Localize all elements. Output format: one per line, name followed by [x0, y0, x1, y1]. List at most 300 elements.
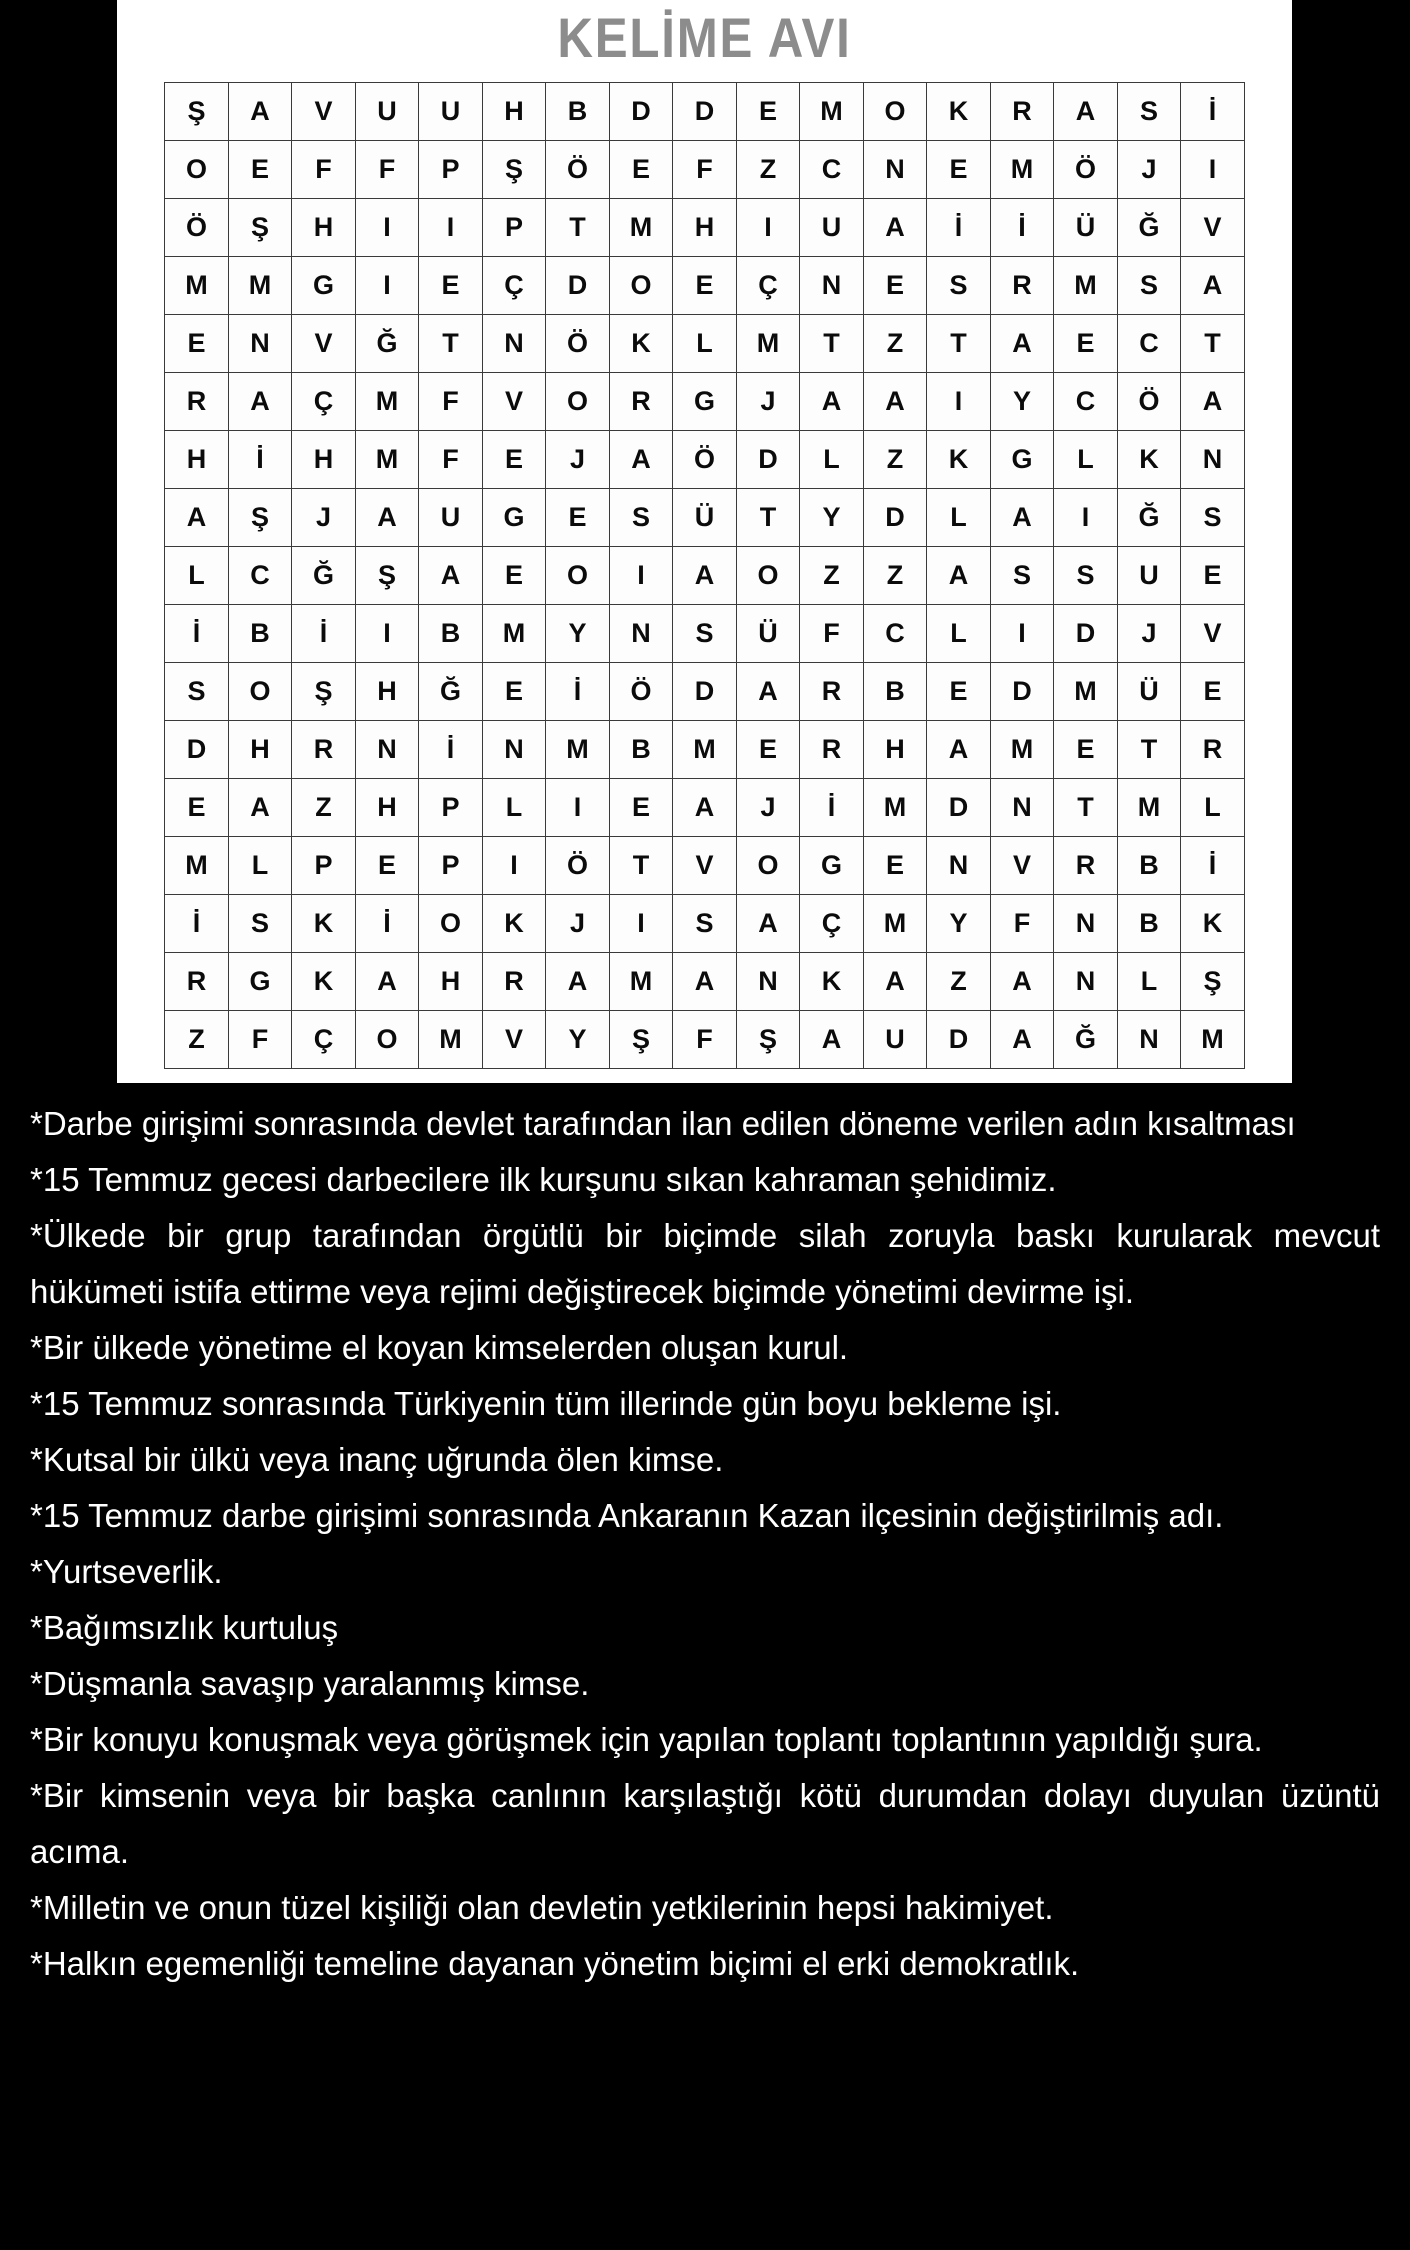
- letter-cell[interactable]: E: [673, 257, 737, 315]
- letter-cell[interactable]: L: [800, 431, 864, 489]
- letter-cell[interactable]: F: [355, 141, 419, 199]
- letter-cell[interactable]: E: [228, 141, 292, 199]
- letter-cell[interactable]: V: [1181, 605, 1245, 663]
- letter-cell[interactable]: A: [990, 1011, 1054, 1069]
- letter-cell[interactable]: N: [863, 141, 927, 199]
- letter-cell[interactable]: N: [1117, 1011, 1181, 1069]
- letter-cell[interactable]: J: [292, 489, 356, 547]
- letter-cell[interactable]: Z: [927, 953, 991, 1011]
- letter-grid-row: [165, 257, 1245, 315]
- letter-cell[interactable]: D: [1054, 605, 1118, 663]
- letter-cell[interactable]: K: [482, 895, 546, 953]
- letter-cell[interactable]: O: [419, 895, 483, 953]
- letter-cell[interactable]: Z: [800, 547, 864, 605]
- letter-cell[interactable]: F: [673, 1011, 737, 1069]
- letter-cell[interactable]: S: [1117, 83, 1181, 141]
- letter-cell[interactable]: R: [1054, 837, 1118, 895]
- letter-cell[interactable]: D: [673, 663, 737, 721]
- letter-cell[interactable]: M: [482, 605, 546, 663]
- letter-cell[interactable]: R: [800, 721, 864, 779]
- letter-cell[interactable]: M: [990, 721, 1054, 779]
- letter-cell[interactable]: Ğ: [419, 663, 483, 721]
- letter-cell[interactable]: M: [355, 373, 419, 431]
- letter-cell[interactable]: I: [609, 895, 673, 953]
- letter-cell[interactable]: E: [355, 837, 419, 895]
- letter-cell[interactable]: K: [609, 315, 673, 373]
- letter-cell[interactable]: İ: [546, 663, 610, 721]
- letter-cell[interactable]: A: [927, 547, 991, 605]
- letter-cell[interactable]: L: [1054, 431, 1118, 489]
- letter-cell[interactable]: Ç: [736, 257, 800, 315]
- letter-cell[interactable]: A: [546, 953, 610, 1011]
- letter-cell[interactable]: L: [482, 779, 546, 837]
- letter-cell[interactable]: E: [927, 141, 991, 199]
- letter-cell[interactable]: O: [736, 837, 800, 895]
- letter-cell[interactable]: M: [228, 257, 292, 315]
- letter-cell[interactable]: Z: [165, 1011, 229, 1069]
- letter-cell[interactable]: A: [800, 373, 864, 431]
- letter-cell[interactable]: Y: [927, 895, 991, 953]
- letter-cell[interactable]: I: [1054, 489, 1118, 547]
- letter-cell[interactable]: I: [355, 605, 419, 663]
- letter-cell[interactable]: V: [1181, 199, 1245, 257]
- letter-cell[interactable]: Ş: [292, 663, 356, 721]
- letter-cell[interactable]: K: [292, 953, 356, 1011]
- letter-cell[interactable]: L: [927, 489, 991, 547]
- letter-cell[interactable]: E: [1181, 547, 1245, 605]
- letter-cell[interactable]: O: [863, 83, 927, 141]
- letter-cell[interactable]: I: [736, 199, 800, 257]
- letter-grid-body: [165, 83, 1245, 1069]
- letter-cell[interactable]: H: [228, 721, 292, 779]
- letter-cell[interactable]: Y: [546, 1011, 610, 1069]
- letter-cell[interactable]: K: [927, 431, 991, 489]
- letter-cell[interactable]: C: [1054, 373, 1118, 431]
- letter-cell[interactable]: Ö: [165, 199, 229, 257]
- letter-cell[interactable]: G: [482, 489, 546, 547]
- letter-cell[interactable]: Ç: [292, 1011, 356, 1069]
- letter-cell[interactable]: D: [673, 83, 737, 141]
- letter-cell[interactable]: J: [736, 373, 800, 431]
- clue-item: *Bir kimsenin veya bir başka canlının karşılaştığı kötü durumdan dolayı duyulan üzüntü acıma.: [30, 1777, 1380, 1870]
- letter-cell[interactable]: T: [546, 199, 610, 257]
- letter-cell[interactable]: V: [292, 83, 356, 141]
- letter-cell[interactable]: N: [228, 315, 292, 373]
- letter-cell[interactable]: R: [1181, 721, 1245, 779]
- letter-cell[interactable]: S: [609, 489, 673, 547]
- letter-cell[interactable]: A: [863, 953, 927, 1011]
- letter-cell[interactable]: A: [165, 489, 229, 547]
- clue-list: [30, 1096, 1380, 1992]
- letter-cell[interactable]: M: [1117, 779, 1181, 837]
- letter-cell[interactable]: K: [292, 895, 356, 953]
- letter-cell[interactable]: K: [800, 953, 864, 1011]
- letter-cell[interactable]: D: [546, 257, 610, 315]
- letter-cell[interactable]: P: [292, 837, 356, 895]
- letter-cell[interactable]: T: [736, 489, 800, 547]
- letter-cell[interactable]: J: [546, 895, 610, 953]
- letter-cell[interactable]: B: [546, 83, 610, 141]
- letter-cell[interactable]: V: [482, 373, 546, 431]
- letter-cell[interactable]: Ş: [609, 1011, 673, 1069]
- letter-cell[interactable]: Y: [800, 489, 864, 547]
- letter-cell[interactable]: F: [673, 141, 737, 199]
- letter-cell[interactable]: F: [228, 1011, 292, 1069]
- letter-cell[interactable]: R: [800, 663, 864, 721]
- letter-cell[interactable]: R: [165, 953, 229, 1011]
- letter-grid-row: [165, 315, 1245, 373]
- letter-cell[interactable]: Ğ: [1117, 489, 1181, 547]
- letter-cell[interactable]: A: [1181, 373, 1245, 431]
- letter-cell[interactable]: M: [736, 315, 800, 373]
- letter-cell[interactable]: G: [673, 373, 737, 431]
- letter-cell[interactable]: A: [1181, 257, 1245, 315]
- letter-cell[interactable]: H: [292, 431, 356, 489]
- letter-cell[interactable]: N: [1054, 895, 1118, 953]
- letter-cell[interactable]: D: [863, 489, 927, 547]
- letter-cell[interactable]: J: [1117, 141, 1181, 199]
- letter-cell[interactable]: G: [990, 431, 1054, 489]
- letter-cell[interactable]: N: [482, 315, 546, 373]
- letter-cell[interactable]: Ö: [1117, 373, 1181, 431]
- letter-cell[interactable]: E: [736, 83, 800, 141]
- letter-cell[interactable]: E: [1054, 721, 1118, 779]
- letter-cell[interactable]: P: [419, 779, 483, 837]
- letter-cell[interactable]: D: [927, 779, 991, 837]
- letter-cell[interactable]: T: [609, 837, 673, 895]
- letter-cell[interactable]: D: [609, 83, 673, 141]
- letter-cell[interactable]: F: [990, 895, 1054, 953]
- letter-cell[interactable]: N: [1054, 953, 1118, 1011]
- letter-cell[interactable]: N: [736, 953, 800, 1011]
- letter-cell[interactable]: D: [736, 431, 800, 489]
- letter-cell[interactable]: O: [165, 141, 229, 199]
- letter-cell[interactable]: A: [800, 1011, 864, 1069]
- letter-cell[interactable]: A: [228, 779, 292, 837]
- letter-cell[interactable]: A: [228, 373, 292, 431]
- letter-cell[interactable]: İ: [1181, 83, 1245, 141]
- letter-cell[interactable]: Ğ: [1117, 199, 1181, 257]
- letter-cell[interactable]: G: [292, 257, 356, 315]
- letter-cell[interactable]: I: [609, 547, 673, 605]
- letter-cell[interactable]: R: [990, 83, 1054, 141]
- letter-cell[interactable]: C: [228, 547, 292, 605]
- letter-cell[interactable]: İ: [990, 199, 1054, 257]
- letter-cell[interactable]: A: [990, 489, 1054, 547]
- letter-cell[interactable]: J: [546, 431, 610, 489]
- letter-cell[interactable]: F: [419, 373, 483, 431]
- letter-cell[interactable]: Ş: [228, 199, 292, 257]
- letter-cell[interactable]: A: [673, 779, 737, 837]
- letter-cell[interactable]: I: [355, 257, 419, 315]
- letter-cell[interactable]: Ç: [800, 895, 864, 953]
- letter-cell[interactable]: B: [609, 721, 673, 779]
- letter-cell[interactable]: L: [927, 605, 991, 663]
- letter-cell[interactable]: Ö: [546, 315, 610, 373]
- letter-cell[interactable]: Ö: [609, 663, 673, 721]
- letter-cell[interactable]: H: [165, 431, 229, 489]
- letter-cell[interactable]: İ: [165, 895, 229, 953]
- letter-cell[interactable]: L: [673, 315, 737, 373]
- letter-cell[interactable]: M: [863, 895, 927, 953]
- letter-cell[interactable]: H: [419, 953, 483, 1011]
- letter-cell[interactable]: A: [419, 547, 483, 605]
- letter-cell[interactable]: E: [482, 431, 546, 489]
- letter-cell[interactable]: Ş: [165, 83, 229, 141]
- letter-cell[interactable]: R: [165, 373, 229, 431]
- letter-cell[interactable]: T: [419, 315, 483, 373]
- letter-cell[interactable]: D: [165, 721, 229, 779]
- letter-cell[interactable]: E: [419, 257, 483, 315]
- letter-cell[interactable]: L: [165, 547, 229, 605]
- letter-cell[interactable]: A: [863, 373, 927, 431]
- letter-cell[interactable]: I: [546, 779, 610, 837]
- letter-cell[interactable]: A: [355, 953, 419, 1011]
- letter-cell[interactable]: M: [546, 721, 610, 779]
- letter-cell[interactable]: R: [482, 953, 546, 1011]
- letter-cell[interactable]: N: [927, 837, 991, 895]
- letter-cell[interactable]: M: [609, 199, 673, 257]
- letter-cell[interactable]: M: [165, 837, 229, 895]
- letter-cell[interactable]: H: [482, 83, 546, 141]
- letter-cell[interactable]: P: [419, 837, 483, 895]
- letter-cell[interactable]: S: [165, 663, 229, 721]
- letter-cell[interactable]: V: [482, 1011, 546, 1069]
- letter-cell[interactable]: J: [736, 779, 800, 837]
- letter-cell[interactable]: K: [1181, 895, 1245, 953]
- letter-cell[interactable]: İ: [800, 779, 864, 837]
- letter-cell[interactable]: V: [292, 315, 356, 373]
- letter-cell[interactable]: S: [1181, 489, 1245, 547]
- letter-cell[interactable]: İ: [419, 721, 483, 779]
- letter-cell[interactable]: K: [927, 83, 991, 141]
- letter-cell[interactable]: T: [1117, 721, 1181, 779]
- letter-cell[interactable]: A: [927, 721, 991, 779]
- letter-cell[interactable]: V: [673, 837, 737, 895]
- letter-cell[interactable]: O: [228, 663, 292, 721]
- letter-cell[interactable]: T: [1054, 779, 1118, 837]
- letter-cell[interactable]: Ü: [736, 605, 800, 663]
- letter-cell[interactable]: F: [419, 431, 483, 489]
- letter-cell[interactable]: N: [482, 721, 546, 779]
- letter-cell[interactable]: A: [863, 199, 927, 257]
- letter-cell[interactable]: B: [419, 605, 483, 663]
- letter-cell[interactable]: F: [292, 141, 356, 199]
- letter-cell[interactable]: C: [800, 141, 864, 199]
- letter-cell[interactable]: L: [1181, 779, 1245, 837]
- letter-cell[interactable]: P: [482, 199, 546, 257]
- letter-cell[interactable]: M: [1054, 663, 1118, 721]
- letter-cell[interactable]: U: [863, 1011, 927, 1069]
- letter-cell[interactable]: N: [1181, 431, 1245, 489]
- letter-cell[interactable]: S: [927, 257, 991, 315]
- letter-cell[interactable]: E: [736, 721, 800, 779]
- letter-cell[interactable]: Ğ: [1054, 1011, 1118, 1069]
- letter-cell[interactable]: M: [419, 1011, 483, 1069]
- letter-cell[interactable]: B: [1117, 837, 1181, 895]
- letter-cell[interactable]: P: [419, 141, 483, 199]
- letter-cell[interactable]: İ: [355, 895, 419, 953]
- letter-cell[interactable]: O: [355, 1011, 419, 1069]
- letter-cell[interactable]: M: [863, 779, 927, 837]
- letter-cell[interactable]: V: [990, 837, 1054, 895]
- letter-cell[interactable]: Ş: [1181, 953, 1245, 1011]
- letter-cell[interactable]: A: [736, 663, 800, 721]
- letter-cell[interactable]: B: [228, 605, 292, 663]
- letter-cell[interactable]: L: [1117, 953, 1181, 1011]
- letter-cell[interactable]: A: [990, 953, 1054, 1011]
- letter-cell[interactable]: A: [990, 315, 1054, 373]
- letter-cell[interactable]: I: [990, 605, 1054, 663]
- letter-cell[interactable]: Ö: [546, 837, 610, 895]
- letter-cell[interactable]: Z: [863, 431, 927, 489]
- letter-cell[interactable]: Ü: [1054, 199, 1118, 257]
- letter-grid-row: [165, 663, 1245, 721]
- letter-cell[interactable]: T: [800, 315, 864, 373]
- letter-cell[interactable]: I: [355, 199, 419, 257]
- letter-cell[interactable]: Ş: [482, 141, 546, 199]
- letter-cell[interactable]: Ö: [546, 141, 610, 199]
- letter-cell[interactable]: E: [863, 257, 927, 315]
- letter-cell[interactable]: H: [673, 199, 737, 257]
- letter-cell[interactable]: M: [1181, 1011, 1245, 1069]
- letter-cell[interactable]: E: [482, 663, 546, 721]
- letter-cell[interactable]: D: [927, 1011, 991, 1069]
- letter-cell[interactable]: M: [165, 257, 229, 315]
- letter-cell[interactable]: M: [800, 83, 864, 141]
- letter-cell[interactable]: I: [482, 837, 546, 895]
- letter-cell[interactable]: T: [927, 315, 991, 373]
- letter-cell[interactable]: M: [673, 721, 737, 779]
- letter-cell[interactable]: Z: [292, 779, 356, 837]
- letter-cell[interactable]: Ş: [736, 1011, 800, 1069]
- letter-cell[interactable]: J: [1117, 605, 1181, 663]
- letter-cell[interactable]: Ç: [482, 257, 546, 315]
- letter-cell[interactable]: F: [800, 605, 864, 663]
- letter-cell[interactable]: U: [419, 83, 483, 141]
- letter-cell[interactable]: Ö: [1054, 141, 1118, 199]
- letter-cell[interactable]: M: [355, 431, 419, 489]
- letter-cell[interactable]: I: [1181, 141, 1245, 199]
- letter-cell[interactable]: A: [609, 431, 673, 489]
- letter-cell[interactable]: S: [673, 895, 737, 953]
- letter-cell[interactable]: Ç: [292, 373, 356, 431]
- letter-cell[interactable]: T: [1181, 315, 1245, 373]
- letter-cell[interactable]: M: [609, 953, 673, 1011]
- letter-cell[interactable]: H: [292, 199, 356, 257]
- letter-cell[interactable]: G: [228, 953, 292, 1011]
- letter-cell[interactable]: D: [990, 663, 1054, 721]
- letter-cell[interactable]: Z: [863, 547, 927, 605]
- letter-cell[interactable]: A: [228, 83, 292, 141]
- letter-cell[interactable]: E: [482, 547, 546, 605]
- letter-cell[interactable]: O: [546, 373, 610, 431]
- letter-cell[interactable]: L: [228, 837, 292, 895]
- letter-cell[interactable]: C: [1117, 315, 1181, 373]
- letter-cell[interactable]: Ş: [228, 489, 292, 547]
- letter-cell[interactable]: U: [355, 83, 419, 141]
- letter-cell[interactable]: S: [228, 895, 292, 953]
- letter-cell[interactable]: R: [609, 373, 673, 431]
- letter-cell[interactable]: Y: [546, 605, 610, 663]
- letter-cell[interactable]: H: [863, 721, 927, 779]
- letter-grid[interactable]: [164, 82, 1245, 1069]
- letter-cell[interactable]: İ: [927, 199, 991, 257]
- letter-cell[interactable]: İ: [1181, 837, 1245, 895]
- letter-cell[interactable]: M: [1054, 257, 1118, 315]
- letter-cell[interactable]: Z: [736, 141, 800, 199]
- letter-cell[interactable]: E: [165, 315, 229, 373]
- letter-cell[interactable]: E: [927, 663, 991, 721]
- letter-cell[interactable]: Ğ: [292, 547, 356, 605]
- letter-cell[interactable]: C: [863, 605, 927, 663]
- letter-cell[interactable]: I: [927, 373, 991, 431]
- letter-cell[interactable]: N: [990, 779, 1054, 837]
- letter-cell[interactable]: Ü: [673, 489, 737, 547]
- letter-cell[interactable]: Ü: [1117, 663, 1181, 721]
- letter-cell[interactable]: A: [673, 547, 737, 605]
- letter-cell[interactable]: O: [736, 547, 800, 605]
- letter-cell[interactable]: E: [1181, 663, 1245, 721]
- letter-cell[interactable]: U: [800, 199, 864, 257]
- letter-cell[interactable]: E: [165, 779, 229, 837]
- letter-cell[interactable]: R: [990, 257, 1054, 315]
- clue-item: *Ülkede bir grup tarafından örgütlü bir biçimde silah zoruyla baskı kurularak mevcut hükümeti istifa ettirme veya rejimi değiştirecek biçimde yönetimi devirme işi.: [30, 1217, 1380, 1310]
- letter-cell[interactable]: S: [1117, 257, 1181, 315]
- letter-cell[interactable]: Z: [863, 315, 927, 373]
- letter-cell[interactable]: A: [355, 489, 419, 547]
- letter-cell[interactable]: E: [546, 489, 610, 547]
- letter-cell[interactable]: A: [673, 953, 737, 1011]
- letter-cell[interactable]: S: [1054, 547, 1118, 605]
- letter-cell[interactable]: Ö: [673, 431, 737, 489]
- letter-cell[interactable]: G: [800, 837, 864, 895]
- letter-cell[interactable]: A: [1054, 83, 1118, 141]
- letter-cell[interactable]: N: [355, 721, 419, 779]
- letter-grid-row: [165, 779, 1245, 837]
- letter-cell[interactable]: Ğ: [355, 315, 419, 373]
- letter-cell[interactable]: A: [736, 895, 800, 953]
- letter-cell[interactable]: B: [863, 663, 927, 721]
- letter-cell[interactable]: N: [800, 257, 864, 315]
- letter-cell[interactable]: K: [1117, 431, 1181, 489]
- letter-cell[interactable]: H: [355, 663, 419, 721]
- letter-cell[interactable]: E: [863, 837, 927, 895]
- letter-cell[interactable]: E: [609, 779, 673, 837]
- word-search-card: [117, 0, 1292, 1083]
- letter-cell[interactable]: B: [1117, 895, 1181, 953]
- letter-cell[interactable]: O: [546, 547, 610, 605]
- letter-cell[interactable]: E: [609, 141, 673, 199]
- letter-cell[interactable]: Y: [990, 373, 1054, 431]
- letter-cell[interactable]: R: [292, 721, 356, 779]
- letter-cell[interactable]: N: [609, 605, 673, 663]
- letter-cell[interactable]: S: [990, 547, 1054, 605]
- letter-cell[interactable]: İ: [165, 605, 229, 663]
- clue-item: *Düşmanla savaşıp yaralanmış kimse.: [30, 1665, 590, 1702]
- letter-cell[interactable]: O: [609, 257, 673, 315]
- letter-cell[interactable]: H: [355, 779, 419, 837]
- letter-cell[interactable]: U: [419, 489, 483, 547]
- letter-cell[interactable]: M: [990, 141, 1054, 199]
- letter-cell[interactable]: E: [1054, 315, 1118, 373]
- letter-cell[interactable]: S: [673, 605, 737, 663]
- letter-cell[interactable]: İ: [228, 431, 292, 489]
- letter-cell[interactable]: I: [419, 199, 483, 257]
- letter-cell[interactable]: Ş: [355, 547, 419, 605]
- letter-cell[interactable]: U: [1117, 547, 1181, 605]
- letter-cell[interactable]: İ: [292, 605, 356, 663]
